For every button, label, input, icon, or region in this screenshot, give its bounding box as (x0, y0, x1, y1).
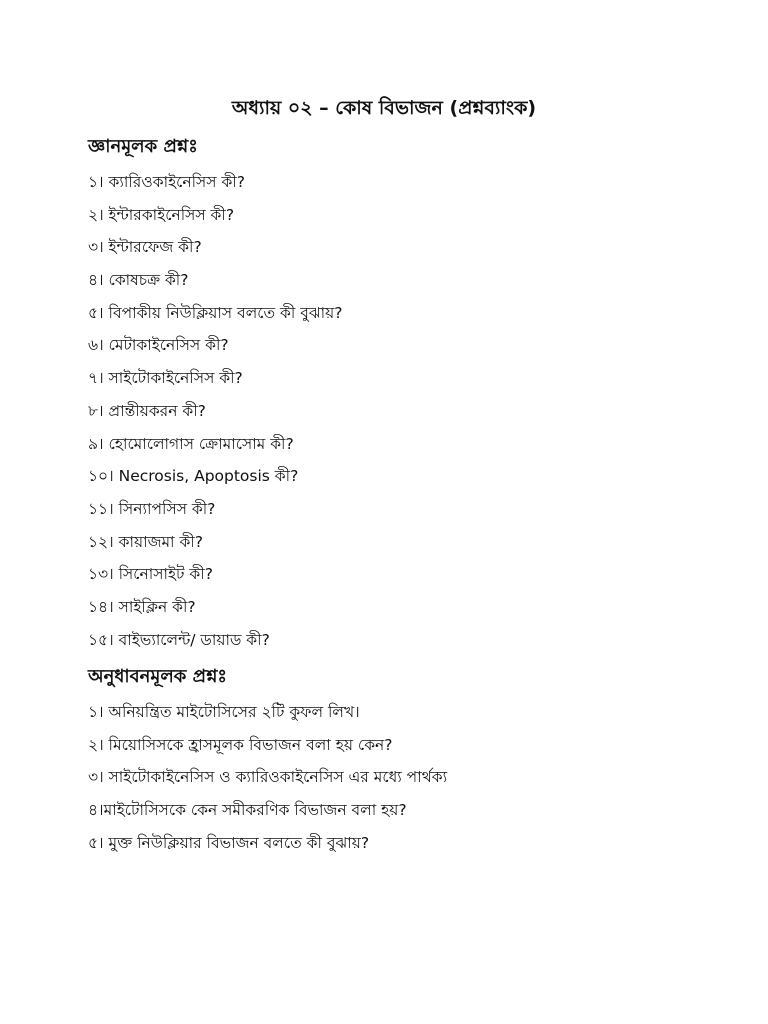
question-item: ৬। মেটাকাইনেসিস কী? (88, 336, 229, 355)
page-title: অধ্যায় ০২ – কোষ বিভাজন (প্রশ্নব্যাংক) (231, 97, 537, 119)
question-item: ১০। Necrosis, Apoptosis কী? (88, 467, 299, 486)
question-item: ১। ক্যারিওকাইনেসিস কী? (88, 173, 245, 191)
question-item: ৫। মুক্ত নিউক্লিয়ার বিভাজন বলতে কী বুঝায়? (88, 833, 370, 852)
question-item: ৭। সাইটোকাইনেসিস কী? (88, 369, 243, 388)
question-item: ১৩। সিনোসাইট কী? (88, 565, 213, 584)
section-heading-comprehension: অনুধাবনমূলক প্রশ্নঃ (88, 666, 228, 687)
question-item: ৪। কোষচক্র কী? (88, 271, 189, 290)
question-item: ১৫। বাইভ্যালেন্ট/ ডায়াড কী? (88, 630, 270, 649)
question-item: ১। অনিয়ন্ত্রিত মাইটোসিসের ২টি কুফল লিখ। (88, 703, 360, 721)
question-list-knowledge (88, 166, 342, 656)
question-item: ৩। সাইটোকাইনেসিস ও ক্যারিওকাইনেসিস এর মধ্যে পার্থক্য (88, 768, 448, 787)
section-heading-knowledge: জ্ঞানমূলক প্রশ্নঃ (88, 136, 198, 157)
question-item: ৯। হোমোলোগাস ক্রোমাসোম কী? (88, 434, 294, 453)
question-item: ৫। বিপাকীয় নিউক্লিয়াস বলতে কী বুঝায়? (88, 303, 343, 322)
question-item: ২। ইন্টারকাইনেসিস কী? (88, 205, 235, 224)
question-item: ৮। প্রান্তীয়করন কী? (88, 401, 206, 420)
question-item: ২। মিয়োসিসকে হ্রাসমূলক বিভাজন বলা হয় কেন? (88, 735, 393, 754)
question-item: ১৪। সাইক্লিন কী? (88, 597, 196, 616)
question-item: ১১। সিন্যাপসিস কী? (88, 499, 216, 518)
question-item: ৪।মাইটোসিসকে কেন সমীকরণিক বিভাজন বলা হয়? (88, 801, 407, 820)
question-list-comprehension (88, 696, 447, 859)
question-item: ৩। ইন্টারফেজ কী? (88, 238, 202, 257)
question-item: ১২। কায়াজমা কী? (88, 532, 203, 551)
